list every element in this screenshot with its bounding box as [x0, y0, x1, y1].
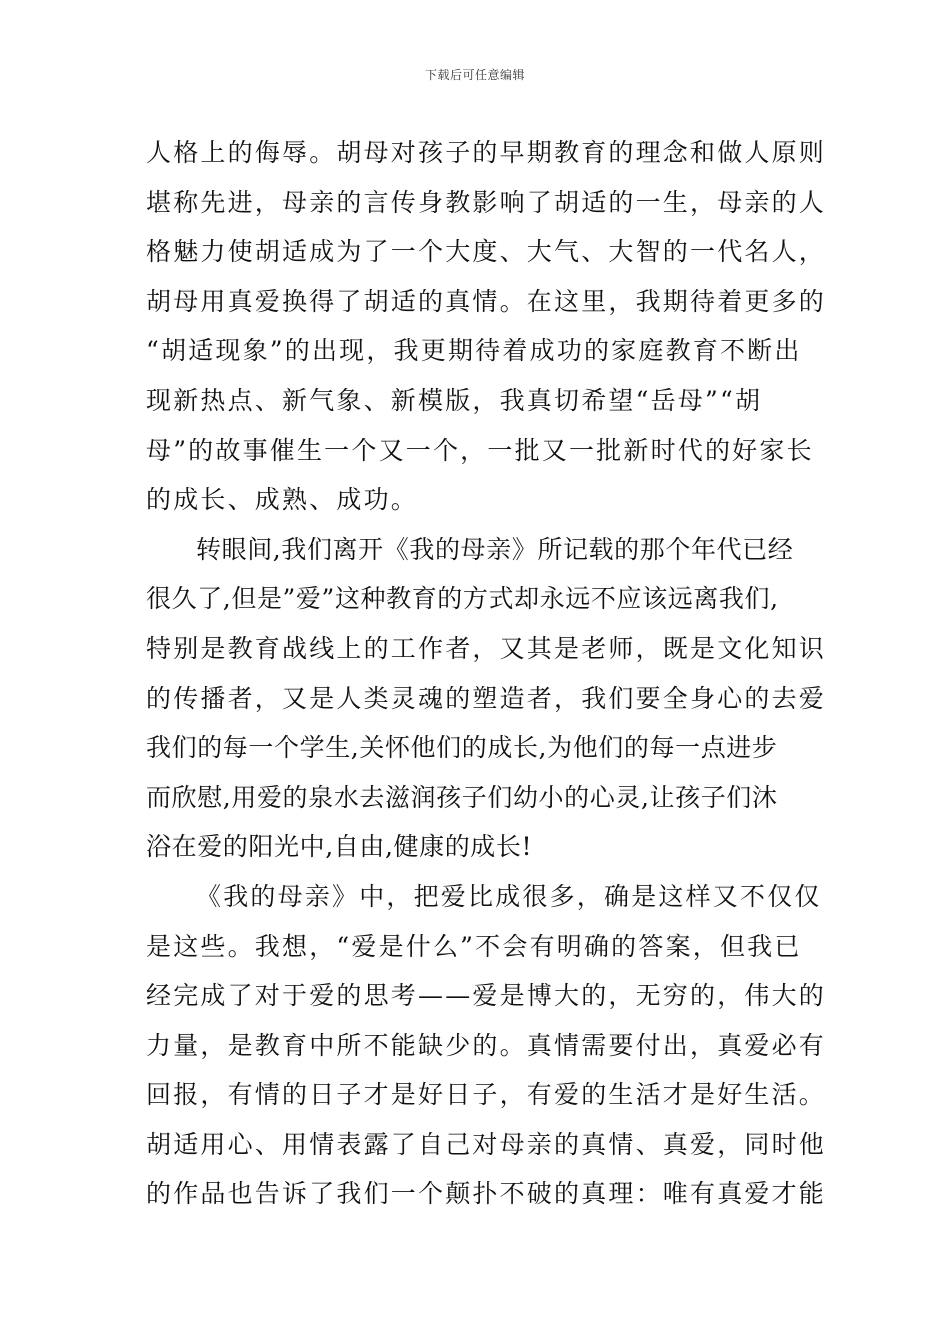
text-line: 堪称先进，母亲的言传身教影响了胡适的一生，母亲的人	[146, 187, 827, 217]
text-line: 胡适用心、用情表露了自己对母亲的真情、真爱，同时他	[146, 1129, 827, 1159]
text-line: 力量，是教育中所不能缺少的。真情需要付出，真爱必有	[146, 1030, 827, 1060]
text-line: 胡母用真爱换得了胡适的真情。在这里，我期待着更多的	[146, 286, 827, 316]
text-line: 回报，有情的日子才是好日子，有爱的生活才是好生活。	[146, 1080, 827, 1110]
text-line: “胡适现象”的出现，我更期待着成功的家庭教育不断出	[146, 336, 802, 366]
text-line: 而欣慰,用爱的泉水去滋润孩子们幼小的心灵,让孩子们沐	[146, 782, 778, 812]
text-line: 的传播者，又是人类灵魂的塑造者，我们要全身心的去爱	[146, 683, 827, 713]
text-line: 经完成了对于爱的思考——爱是博大的，无穷的，伟大的	[146, 981, 827, 1011]
body-text	[146, 128, 827, 1219]
text-line: 格魅力使胡适成为了一个大度、大气、大智的一代名人，	[146, 237, 827, 267]
text-line: 现新热点、新气象、新模版，我真切希望“岳母”“胡	[146, 385, 763, 415]
text-line: 特别是教育战线上的工作者，又其是老师，既是文化知识	[146, 633, 827, 663]
text-line: 人格上的侮辱。胡母对孩子的早期教育的理念和做人原则	[146, 138, 827, 167]
text-line: 很久了,但是”爱”这种教育的方式却永远不应该远离我们,	[146, 584, 779, 614]
page-header: 下载后可任意编辑	[424, 68, 525, 82]
text-line: 《我的母亲》中，把爱比成很多，确是这样又不仅仅	[196, 881, 822, 911]
text-line: 转眼间,我们离开《我的母亲》所记载的那个年代已经	[196, 534, 794, 564]
text-line: 是这些。我想，“爱是什么”不会有明确的答案，但我已	[146, 931, 802, 961]
text-line: 我们的每一个学生,关怀他们的成长,为他们的每一点进步	[146, 733, 778, 763]
text-line: 的成长、成熟、成功。	[146, 485, 419, 515]
text-line: 的作品也告诉了我们一个颠扑不破的真理：唯有真爱才能	[146, 1179, 827, 1209]
text-line: 母”的故事催生一个又一个，一批又一批新时代的好家长	[146, 435, 814, 465]
text-line: 浴在爱的阳光中,自由,健康的成长!	[146, 832, 533, 862]
